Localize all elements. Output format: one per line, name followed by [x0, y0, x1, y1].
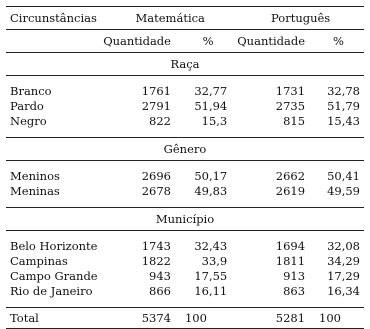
port-percent: 16,34	[327, 284, 360, 298]
section-header-municipio	[6, 208, 364, 231]
header-matematica: Matemática	[103, 7, 237, 30]
math-quantity: 1822	[141, 254, 171, 268]
port-percent: 50,41	[327, 169, 360, 183]
port-quantity: 2619	[275, 184, 306, 198]
header-pct-math: %	[179, 30, 237, 53]
spacer	[6, 129, 364, 138]
header-quantidade-math: Quantidade	[103, 30, 179, 53]
row-label: Pardo	[10, 99, 44, 113]
port-quantity: 863	[283, 284, 306, 298]
table-row	[6, 169, 364, 184]
math-quantity: 866	[149, 284, 171, 298]
spacer	[6, 231, 364, 240]
header-portugues: Português	[237, 7, 364, 30]
port-percent: 15,43	[327, 114, 360, 128]
math-percent: 33,9	[201, 254, 228, 268]
math-percent: 32,77	[194, 84, 228, 98]
total-label: Total	[6, 308, 103, 329]
port-quantity-total: 5281	[237, 308, 313, 329]
section-title: Município	[6, 208, 364, 231]
spacer	[6, 299, 364, 308]
section-title: Gênero	[6, 138, 364, 161]
table-row	[6, 114, 364, 129]
table-row	[6, 84, 364, 99]
math-quantity: 1761	[141, 84, 171, 98]
port-percent: 32,08	[327, 239, 360, 253]
row-label: Rio de Janeiro	[10, 284, 93, 298]
math-percent: 51,94	[194, 99, 228, 113]
math-quantity: 2791	[141, 99, 171, 113]
header-row-subcolumns	[6, 30, 364, 53]
port-percent-total: 100	[313, 308, 364, 329]
port-quantity: 2662	[275, 169, 306, 183]
port-percent: 34,29	[327, 254, 360, 268]
port-percent: 32,78	[327, 84, 360, 98]
table-row	[6, 284, 364, 299]
spacer	[6, 199, 364, 208]
header-pct-port: %	[313, 30, 364, 53]
spacer	[6, 76, 364, 85]
port-percent: 49,59	[327, 184, 360, 198]
row-label: Belo Horizonte	[10, 239, 98, 253]
row-label: Negro	[10, 114, 47, 128]
port-percent: 51,79	[327, 99, 360, 113]
math-quantity: 2696	[141, 169, 171, 183]
math-quantity: 1743	[141, 239, 171, 253]
port-quantity: 1811	[275, 254, 306, 268]
math-percent: 15,3	[201, 114, 228, 128]
section-header-raca	[6, 53, 364, 76]
header-quantidade-port: Quantidade	[237, 30, 313, 53]
table-row	[6, 184, 364, 199]
math-quantity-total: 5374	[103, 308, 179, 329]
spacer	[6, 161, 364, 170]
table-row	[6, 99, 364, 114]
port-quantity: 1731	[275, 84, 306, 98]
port-quantity: 913	[283, 269, 306, 283]
row-label: Campinas	[10, 254, 68, 268]
math-percent-total: 100	[179, 308, 237, 329]
math-percent: 32,43	[194, 239, 228, 253]
port-quantity: 815	[283, 114, 306, 128]
math-quantity: 822	[149, 114, 171, 128]
data-table	[6, 6, 364, 329]
table-row	[6, 269, 364, 284]
port-quantity: 1694	[275, 239, 306, 253]
row-label: Branco	[10, 84, 52, 98]
math-quantity: 2678	[141, 184, 171, 198]
section-title: Raça	[6, 53, 364, 76]
math-percent: 49,83	[194, 184, 228, 198]
total-row	[6, 308, 364, 329]
header-blank	[6, 30, 103, 53]
math-percent: 16,11	[194, 284, 228, 298]
row-label: Campo Grande	[10, 269, 98, 283]
math-quantity: 943	[149, 269, 171, 283]
section-header-genero	[6, 138, 364, 161]
math-percent: 50,17	[194, 169, 228, 183]
port-quantity: 2735	[275, 99, 306, 113]
table-row	[6, 239, 364, 254]
header-circunstancias: Circunstâncias	[6, 7, 103, 30]
header-row-groups	[6, 7, 364, 30]
row-label: Meninos	[10, 169, 60, 183]
port-percent: 17,29	[327, 269, 360, 283]
math-percent: 17,55	[194, 269, 228, 283]
row-label: Meninas	[10, 184, 60, 198]
table-row	[6, 254, 364, 269]
